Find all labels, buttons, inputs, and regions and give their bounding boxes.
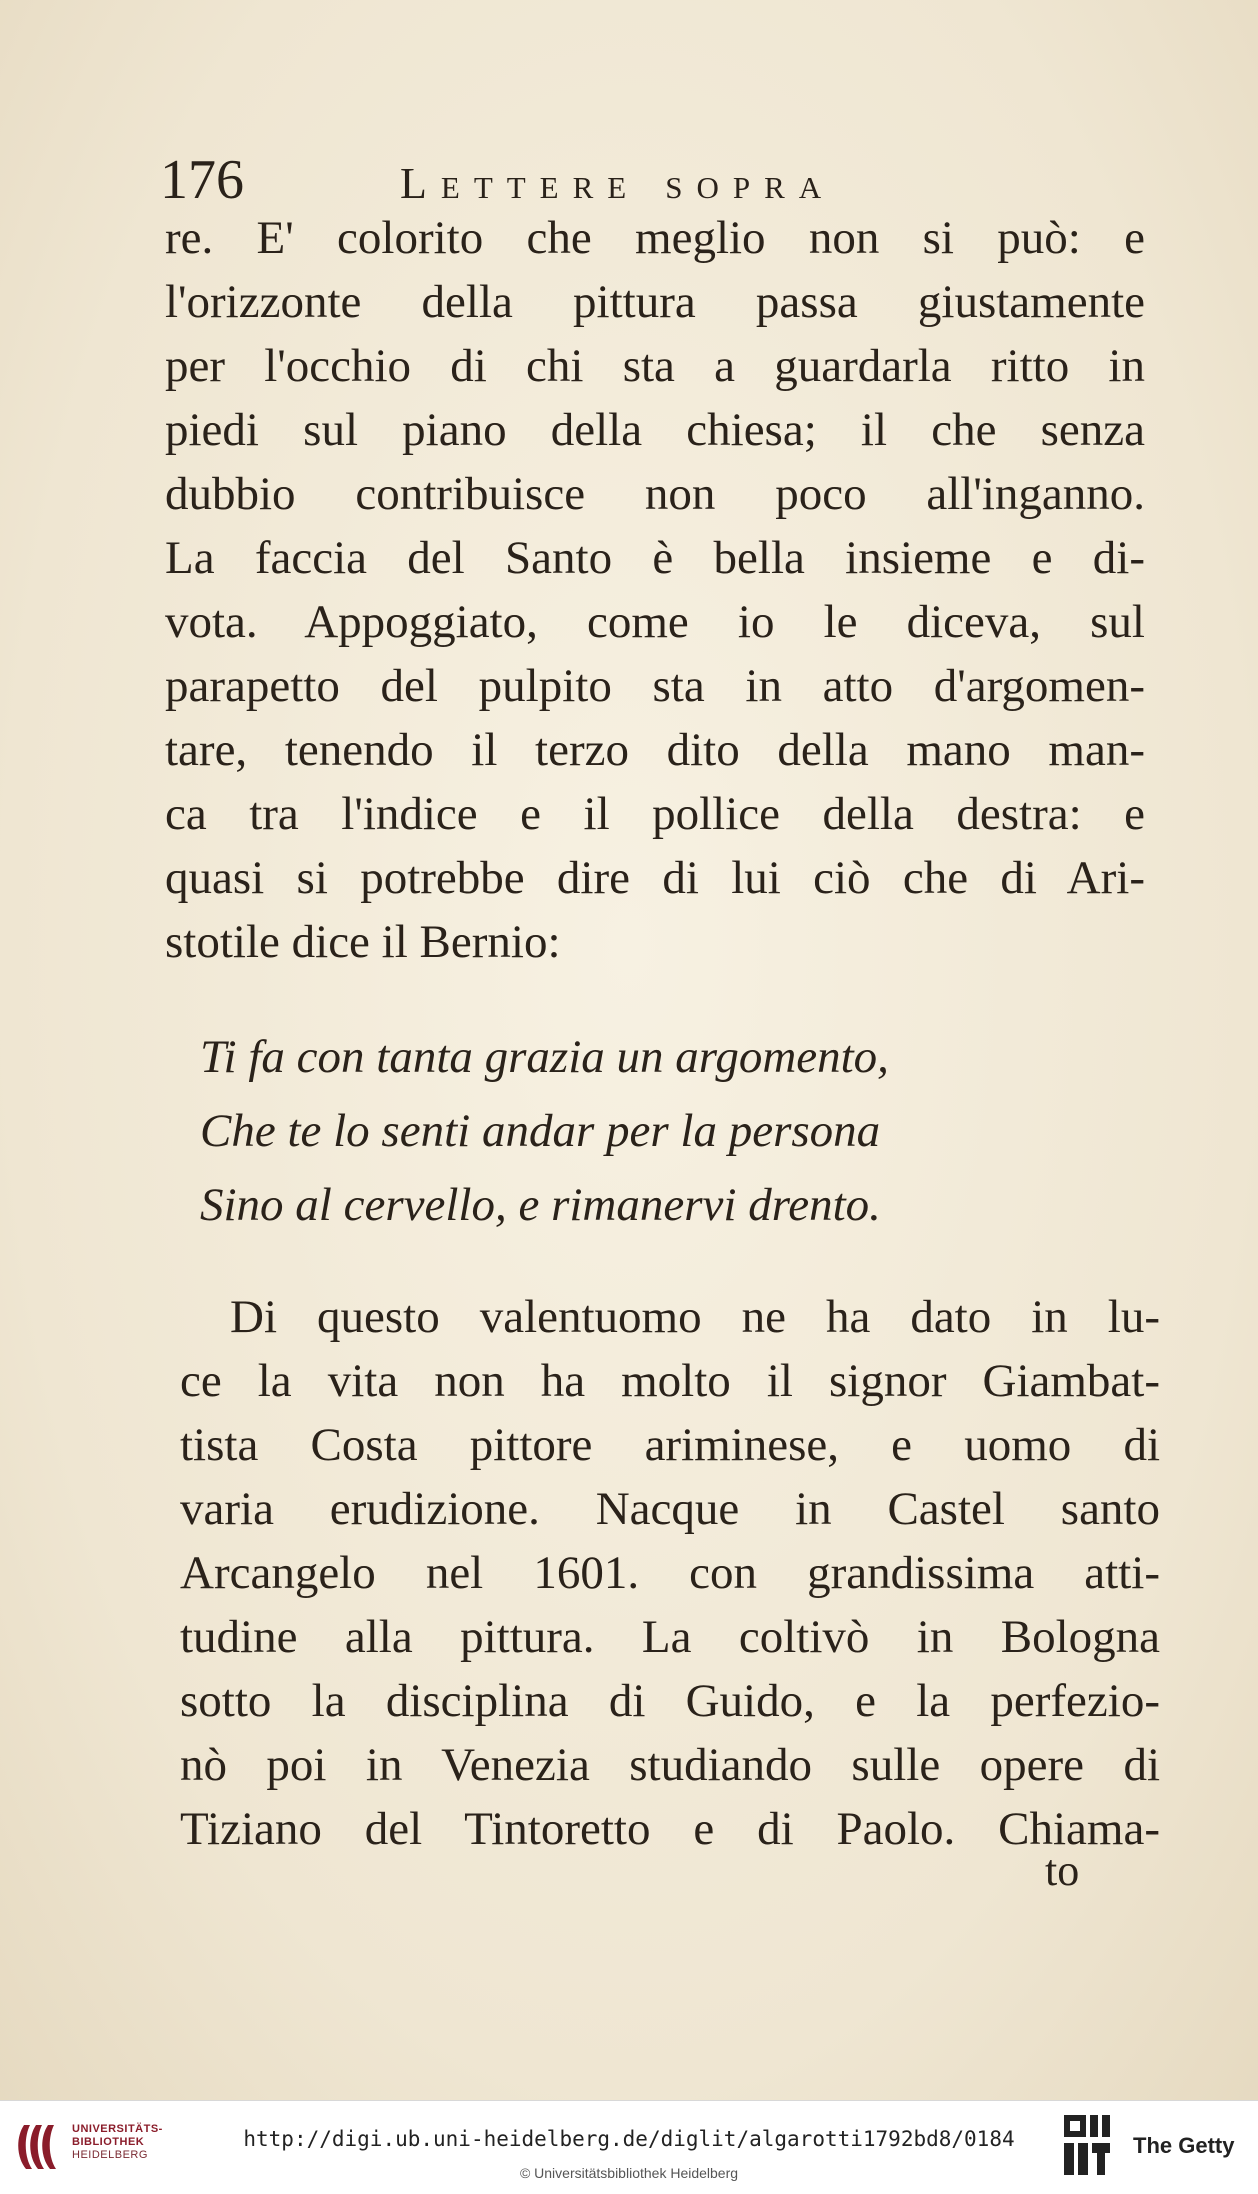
text-line: varia erudizione. Nacque in Castel santo [180,1483,1160,1535]
text-line: dubbio contribuisce non poco all'inganno. [165,468,1145,520]
body-text-block-1 [165,206,1145,974]
text-line: tudine alla pittura. La coltivò in Bologna [180,1611,1160,1663]
verse-line: Ti fa con tanta grazia un argomento, [200,1031,889,1083]
text-line: re. E' colorito che meglio non si può: e [165,212,1145,264]
verse-line: Sino al cervello, e rimanervi drento. [200,1179,881,1231]
text-line: stotile dice il Bernio: [165,916,561,968]
text-line: nò poi in Venezia studiando sulle opere di [180,1739,1160,1791]
text-line: vota. Appoggiato, come io le diceva, sul [165,596,1145,648]
copyright-notice: © Universitätsbibliothek Heidelberg [519,2165,739,2181]
permalink-url[interactable]: http://digi.ub.uni-heidelberg.de/diglit/algarotti1792bd8/0184 [243,2127,1015,2151]
text-line: sotto la disciplina di Guido, e la perfezio- [180,1675,1160,1727]
text-line: La faccia del Santo è bella insieme e di- [165,532,1145,584]
text-line: tista Costa pittore ariminese, e uomo di [180,1419,1160,1471]
verse-line: Che te lo senti andar per la persona [200,1105,881,1157]
text-line: Tiziano del Tintoretto e di Paolo. Chiama- [180,1803,1160,1855]
text-line: Di questo valentuomo ne ha dato in lu- [230,1291,1160,1343]
text-line: parapetto del pulpito sta in atto d'argomen- [165,660,1145,712]
running-title: Lettere sopra [400,159,836,208]
text-line: quasi si potrebbe dire di lui ciò che di Ari- [165,852,1145,904]
sponsor-name[interactable]: The Getty [1133,2133,1235,2158]
catchword: to [1045,1846,1080,1895]
text-line: ce la vita non ha molto il signor Giambat- [180,1355,1160,1407]
verse-quote [200,1020,1100,1242]
viewer-footer [0,2100,1258,2194]
page-number: 176 [160,149,244,211]
text-line: piedi sul piano della chiesa; il che senza [165,404,1145,456]
text-line: l'orizzonte della pittura passa giustamente [165,276,1145,328]
text-line: ca tra l'indice e il pollice della destra: e [165,788,1145,840]
text-line: tare, tenendo il terzo dito della mano man- [165,724,1145,776]
text-line: Arcangelo nel 1601. con grandissima atti- [180,1547,1160,1599]
library-name[interactable]: UNIVERSITÄTS- BIBLIOTHEK HEIDELBERG [72,2123,163,2161]
getty-logo-icon[interactable] [1062,2113,1114,2179]
text-line: per l'occhio di chi sta a guardarla ritto in [165,340,1145,392]
body-text-block-2 [180,1285,1160,1861]
